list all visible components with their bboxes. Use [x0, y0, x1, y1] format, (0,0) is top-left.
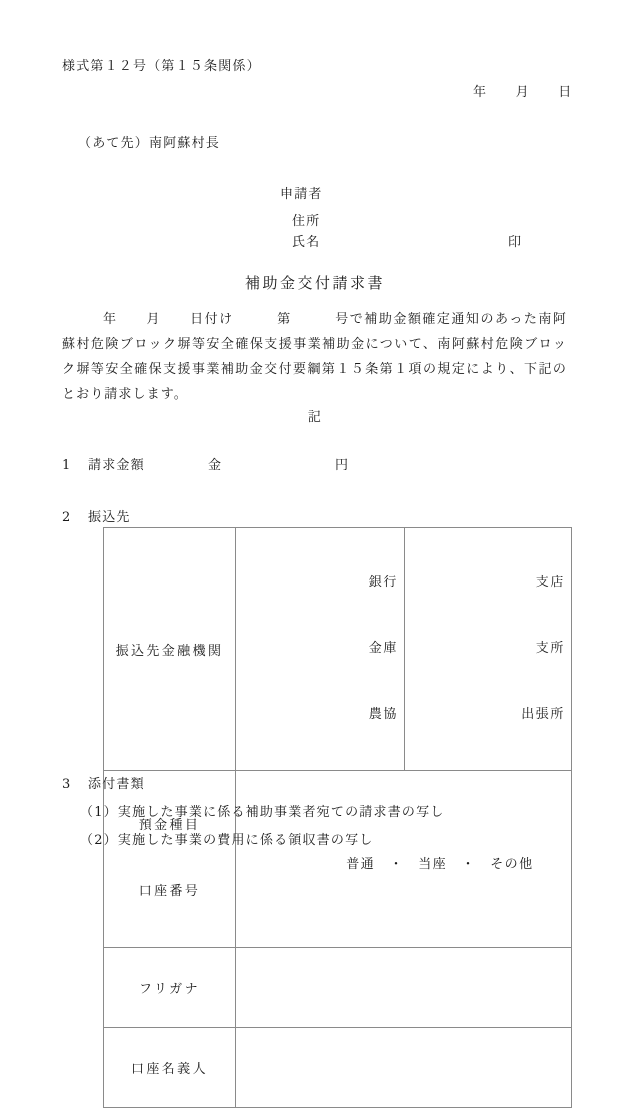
ki-mark: 記 [307, 410, 323, 425]
deposit-type-label: 預金種目 [138, 818, 201, 833]
section-3-number: 3 [62, 777, 71, 792]
table-row-account-holder [104, 1028, 572, 1108]
account-holder-label: 口座名義人 [130, 1062, 208, 1077]
applicant-address-label: 住所 [292, 214, 321, 229]
date-line: 年 月 日 [473, 85, 573, 100]
institution-type-bank[interactable]: 銀行 [368, 575, 398, 590]
amount-suffix: 円 [335, 458, 350, 473]
account-type-options[interactable]: 普通 ・ 当座 ・ その他 [346, 856, 534, 872]
attachment-item-2: （2）実施した事業の費用に係る領収書の写し [80, 833, 374, 848]
account-type-header-cell [104, 771, 236, 948]
table-row-account-type [104, 771, 572, 948]
account-number-label: 口座番号 [138, 884, 201, 899]
applicant-name-label: 氏名 [292, 235, 321, 250]
account-holder-header-cell [104, 1028, 236, 1108]
furigana-header-cell [104, 948, 236, 1028]
addressee: （あて先）南阿蘇村長 [78, 136, 221, 151]
account-type-options-cell[interactable] [236, 771, 572, 948]
section-2-number: 2 [62, 510, 71, 525]
form-number: 様式第１２号（第１５条関係） [62, 59, 261, 74]
furigana-value-cell[interactable] [236, 948, 572, 1028]
applicant-label: 申請者 [280, 187, 323, 202]
branch-type-cell[interactable] [405, 528, 572, 771]
section-2-label: 振込先 [88, 510, 131, 525]
furigana-label: フリガナ [139, 982, 200, 997]
institution-header-cell [104, 528, 236, 771]
branch-type-shisho[interactable]: 支所 [535, 641, 565, 656]
institution-header-label: 振込先金融機関 [115, 643, 224, 659]
branch-type-shiten[interactable]: 支店 [535, 575, 565, 590]
attachment-item-1: （1）実施した事業に係る補助事業者宛ての請求書の写し [80, 805, 445, 820]
institution-type-nokyo[interactable]: 農協 [368, 707, 398, 722]
institution-type-shinkin[interactable]: 金庫 [368, 641, 398, 656]
branch-type-shutchojo[interactable]: 出張所 [521, 707, 565, 722]
body-paragraph: 年 月 日付け 第 号で補助金額確定通知のあった南阿蘇村危険ブロック塀等安全確保支援事業補助金について、南阿蘇村危険ブロック塀等安全確保支援事業補助金交付要綱第１５条第１項の規定により、下記のとおり請求します。 [62, 312, 567, 402]
section-1-label: 請求金額 [88, 458, 145, 473]
table-row-institution [104, 528, 572, 771]
amount-prefix: 金 [208, 458, 223, 473]
section-1-number: 1 [62, 458, 71, 473]
section-3-label: 添付書類 [88, 777, 145, 792]
table-row-furigana [104, 948, 572, 1028]
page-title: 補助金交付請求書 [244, 274, 385, 292]
account-holder-value-cell[interactable] [236, 1028, 572, 1108]
seal-mark: 印 [508, 235, 523, 250]
institution-type-cell[interactable] [236, 528, 405, 771]
